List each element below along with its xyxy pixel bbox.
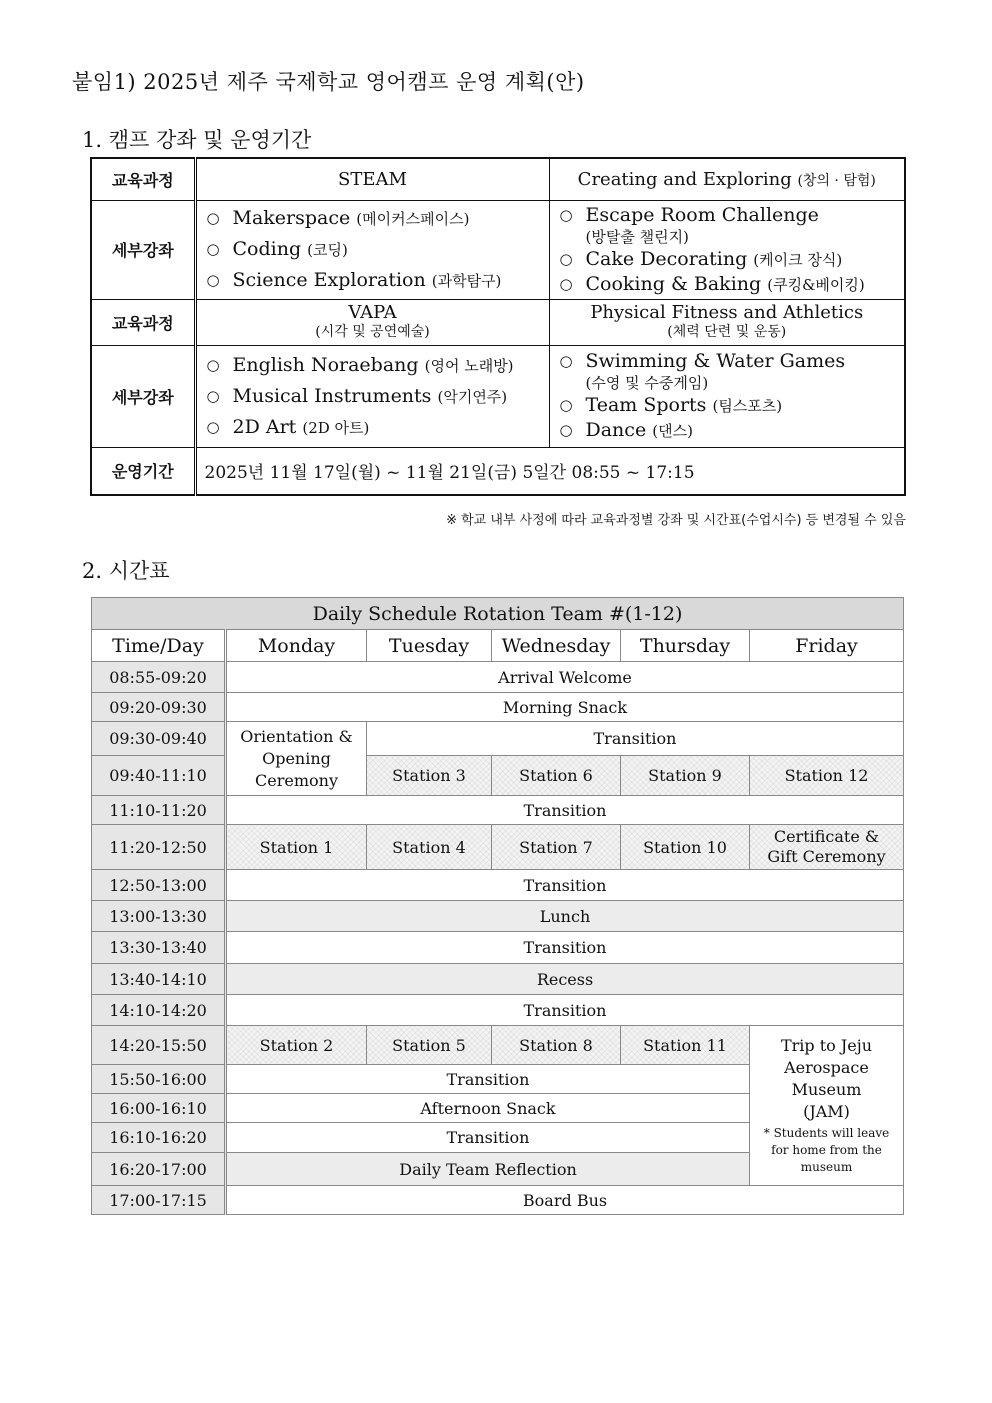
trip-note: * Students will leave for home from the museum [763, 1126, 890, 1174]
lunch-cell: Lunch [226, 901, 904, 932]
station-8-cell: Station 8 [492, 1026, 621, 1065]
afternoon-snack-cell: Afternoon Snack [226, 1094, 750, 1123]
time-cell: 11:20-12:50 [92, 825, 226, 870]
time-cell: 13:30-13:40 [92, 932, 226, 964]
header-time: Time/Day [92, 630, 226, 662]
creating-list-cell [549, 200, 905, 299]
period-value: 2025년 11월 17일(월) ~ 11월 21일(금) 5일간 08:55 ~ 17:15 [195, 447, 905, 495]
transition-cell: Transition [226, 796, 904, 825]
vapa-title-cell [195, 299, 549, 345]
station-12-cell: Station 12 [750, 756, 904, 796]
course-table [90, 157, 906, 496]
list-item: ○ Musical Instruments (악기연주) [207, 381, 549, 412]
list-item: ○ English Noraebang (영어 노래방) [207, 350, 549, 381]
vapa-title-ko: (시각 및 공연예술) [315, 324, 430, 340]
list-item: ○ Team Sports (팀스포츠) [560, 393, 905, 418]
orientation-cell [226, 722, 367, 796]
morning-snack-cell: Morning Snack [226, 693, 904, 722]
creating-title [549, 158, 905, 200]
vapa-list [197, 348, 549, 445]
list-item: ○ Swimming & Water Games (수영 및 수중게임) [560, 349, 905, 393]
time-cell: 08:55-09:20 [92, 662, 226, 693]
fitness-list [550, 347, 905, 445]
label-period: 운영기간 [91, 447, 195, 495]
time-cell: 14:10-14:20 [92, 995, 226, 1026]
reflection-cell: Daily Team Reflection [226, 1153, 750, 1186]
change-notice: ※ 학교 내부 사정에 따라 교육과정별 강좌 및 시간표(수업시수) 등 변경될 수 있음 [446, 513, 906, 528]
vapa-list-cell [195, 345, 549, 447]
list-item: ○ Science Exploration (과학탐구) [207, 265, 549, 296]
header-thursday: Thursday [621, 630, 750, 662]
station-5-cell: Station 5 [367, 1026, 492, 1065]
transition-cell: Transition [226, 1123, 750, 1153]
trip-cell [750, 1026, 904, 1186]
board-bus-cell: Board Bus [226, 1186, 904, 1215]
transition-cell: Transition [367, 722, 904, 756]
time-cell: 09:20-09:30 [92, 693, 226, 722]
vapa-title: VAPA [348, 302, 397, 323]
time-cell: 16:20-17:00 [92, 1153, 226, 1186]
time-cell: 13:00-13:30 [92, 901, 226, 932]
header-tuesday: Tuesday [367, 630, 492, 662]
certificate-cell [750, 825, 904, 870]
fitness-list-cell [549, 345, 905, 447]
fitness-title-ko: (체력 단련 및 운동) [667, 324, 787, 340]
header-monday: Monday [226, 630, 367, 662]
list-item: ○ Cooking & Baking (쿠킹&베이킹) [560, 272, 905, 297]
list-item: ○ 2D Art (2D 아트) [207, 412, 549, 443]
transition-cell: Transition [226, 870, 904, 901]
schedule-table [91, 597, 904, 1215]
time-cell: 09:40-11:10 [92, 756, 226, 796]
station-9-cell: Station 9 [621, 756, 750, 796]
time-cell: 16:00-16:10 [92, 1094, 226, 1123]
orientation-text: Orientation & Opening Ceremony [240, 726, 353, 790]
list-item: ○ Escape Room Challenge (방탈출 챌린지) [560, 203, 905, 247]
time-cell: 15:50-16:00 [92, 1065, 226, 1094]
label-course-1: 교육과정 [91, 158, 195, 200]
time-cell: 13:40-14:10 [92, 964, 226, 995]
header-friday: Friday [750, 630, 904, 662]
creating-list [550, 201, 905, 299]
label-course-2: 교육과정 [91, 299, 195, 345]
label-detail-1: 세부강좌 [91, 200, 195, 299]
label-detail-2: 세부강좌 [91, 345, 195, 447]
arrival-cell: Arrival Welcome [226, 662, 904, 693]
steam-list [197, 201, 549, 298]
steam-title: STEAM [195, 158, 549, 200]
station-1-cell: Station 1 [226, 825, 367, 870]
creating-title-en: Creating and Exploring [577, 168, 792, 190]
time-cell: 17:00-17:15 [92, 1186, 226, 1215]
section-2-title: 2. 시간표 [82, 559, 170, 583]
station-7-cell: Station 7 [492, 825, 621, 870]
transition-cell: Transition [226, 995, 904, 1026]
time-cell: 16:10-16:20 [92, 1123, 226, 1153]
transition-cell: Transition [226, 932, 904, 964]
time-cell: 14:20-15:50 [92, 1026, 226, 1065]
section-1-title: 1. 캠프 강좌 및 운영기간 [82, 128, 312, 152]
trip-text: Trip to Jeju Aerospace Museum (JAM) [780, 1036, 873, 1121]
recess-cell: Recess [226, 964, 904, 995]
time-cell: 09:30-09:40 [92, 722, 226, 756]
certificate-text: Certificate & Gift Ceremony [767, 827, 886, 866]
list-item: ○ Dance (댄스) [560, 418, 905, 443]
schedule-caption: Daily Schedule Rotation Team #(1-12) [92, 598, 904, 630]
station-3-cell: Station 3 [367, 756, 492, 796]
transition-cell: Transition [226, 1065, 750, 1094]
time-cell: 11:10-11:20 [92, 796, 226, 825]
station-4-cell: Station 4 [367, 825, 492, 870]
station-6-cell: Station 6 [492, 756, 621, 796]
station-11-cell: Station 11 [621, 1026, 750, 1065]
document-title: 붙임1) 2025년 제주 국제학교 영어캠프 운영 계획(안) [72, 70, 585, 94]
station-2-cell: Station 2 [226, 1026, 367, 1065]
fitness-title: Physical Fitness and Athletics [590, 302, 864, 323]
creating-title-ko: (창의 · 탐험) [797, 172, 876, 189]
steam-list-cell [195, 200, 549, 299]
list-item: ○ Cake Decorating (케이크 장식) [560, 247, 905, 272]
station-10-cell: Station 10 [621, 825, 750, 870]
list-item: ○ Coding (코딩) [207, 234, 549, 265]
list-item: ○ Makerspace (메이커스페이스) [207, 203, 549, 234]
time-cell: 12:50-13:00 [92, 870, 226, 901]
header-wednesday: Wednesday [492, 630, 621, 662]
fitness-title-cell [549, 299, 905, 345]
